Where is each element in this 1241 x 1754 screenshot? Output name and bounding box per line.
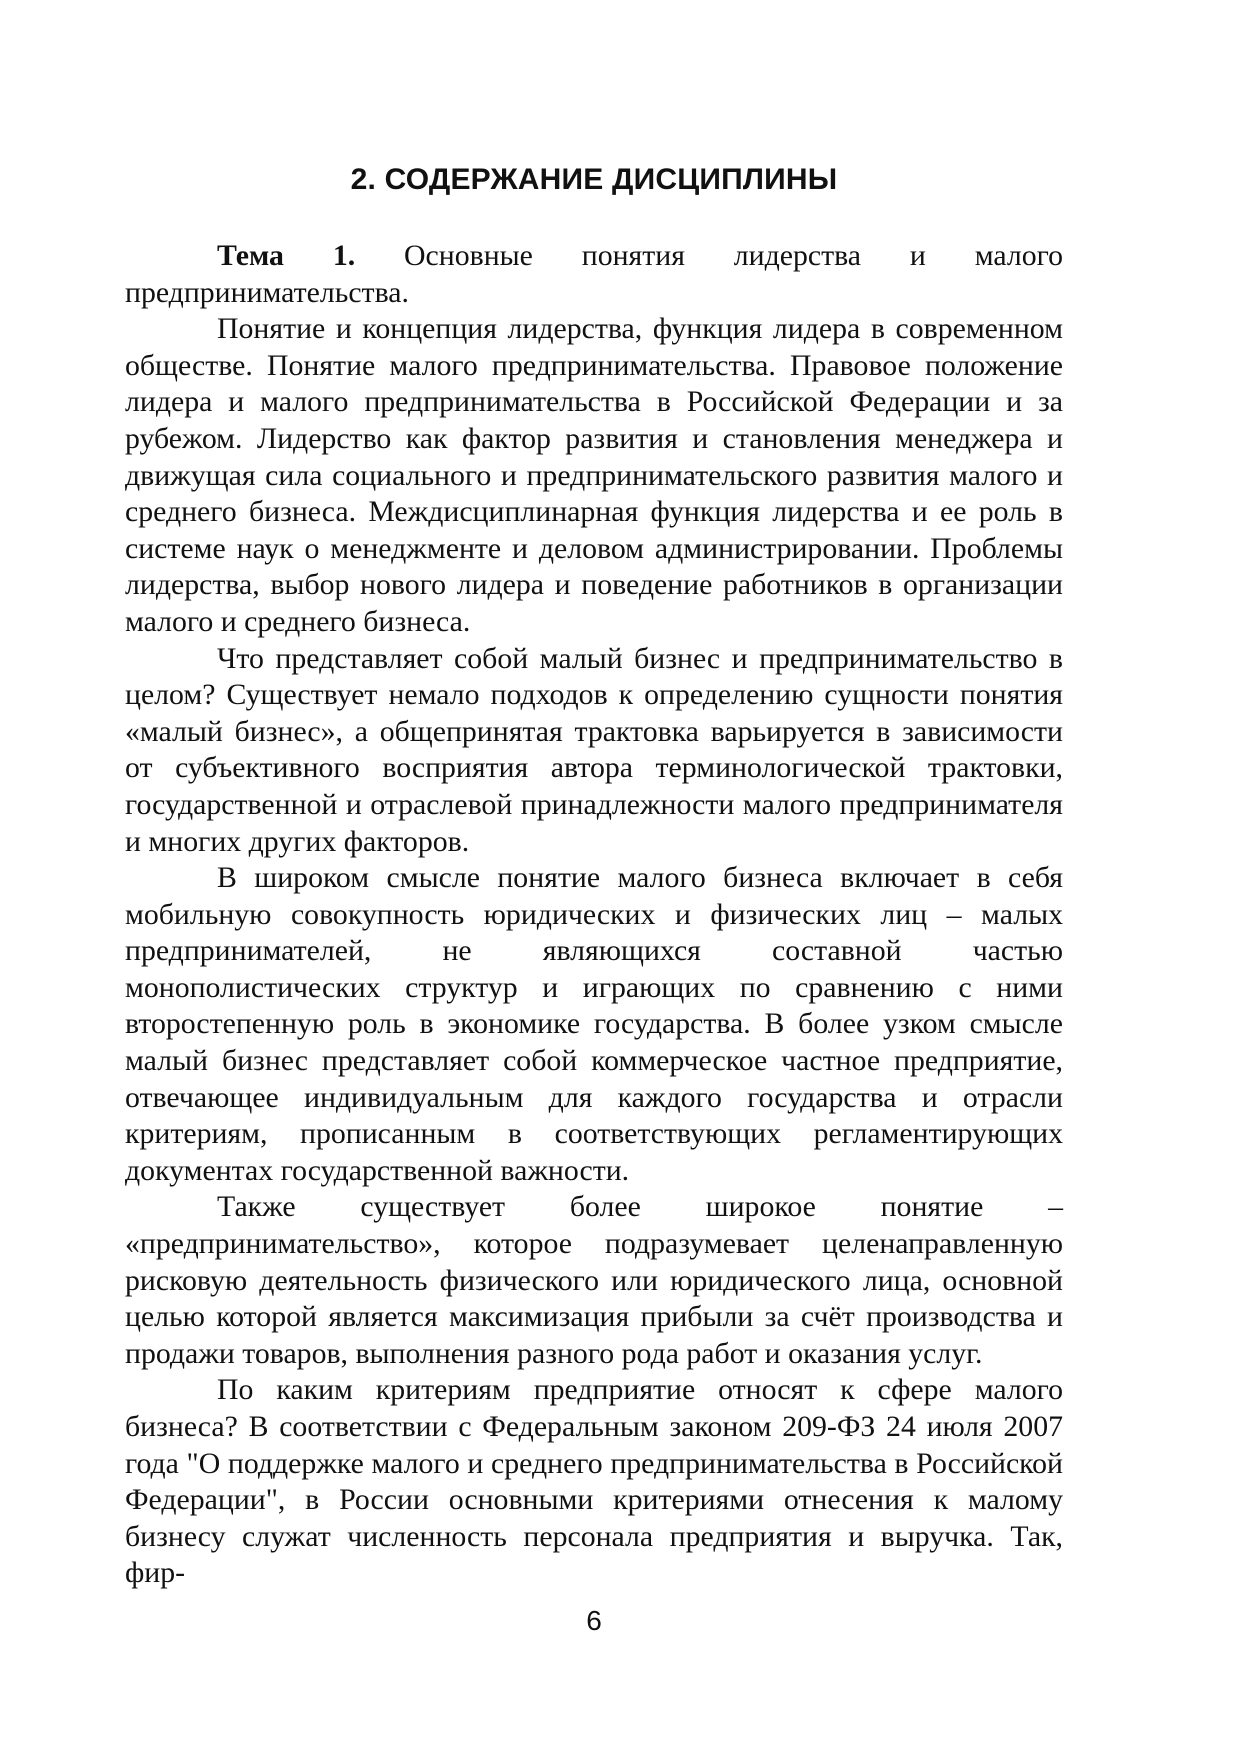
- paragraph-what-is-small-business: Что представляет собой малый бизнес и предпринимательство в целом? Существует немало подходов к определению сущности понятия «малый бизнес», а общепринятая трактовка варьируется в зависимости от субъективного восприятия автора терминологической трактовки, государственной и отраслевой принадлежности малого предпринимателя и многих других факторов.: [125, 641, 1063, 858]
- topic-paragraph: [125, 238, 1063, 311]
- page-number: 6: [586, 1605, 602, 1636]
- paragraph-entrepreneurship: Также существует более широкое понятие – «предпринимательство», которое подразумевает целенаправленную рисковую деятельность физического или юридического лица, основной целью которой является максимизация прибыли за счёт производства и продажи товаров, выполнения разного рода работ и оказания услуг.: [125, 1190, 1063, 1370]
- topic-title: Основные понятия лидерства и малого предпринимательства.: [125, 239, 1063, 309]
- document-page: [125, 0, 1063, 1754]
- section-heading: 2. СОДЕРЖАНИЕ ДИСЦИПЛИНЫ: [350, 163, 838, 196]
- paragraph-broad-sense: В широком смысле понятие малого бизнеса включает в себя мобильную совокупность юридических и физических лиц – малых предпринимателей, не являющихся составной частью монополистических структур и играющих по сравнению с ними второстепенную роль в экономике государства. В более узком смысле малый бизнес представляет собой коммерческое частное предприятие, отвечающее индивидуальным для каждого государства и отрасли критериям, прописанным в соответствующих регламентирующих документах государственной важности.: [125, 861, 1063, 1187]
- body-text: [125, 238, 1063, 1592]
- paragraph-concept: Понятие и концепция лидерства, функция лидера в современном обществе. Понятие малого предпринимательства. Правовое положение лидера и малого предпринимательства в Российской Федерации и за рубежом. Лидерство как фактор развития и становления менеджера и движущая сила социального и предпринимательского развития малого и среднего бизнеса. Междисциплинарная функция лидерства и ее роль в системе наук о менеджменте и деловом администрировании. Проблемы лидерства, выбор нового лидера и поведение работников в организации малого и среднего бизнеса.: [125, 312, 1063, 638]
- paragraph-criteria: По каким критериям предприятие относят к сфере малого бизнеса? В соответствии с Федеральным законом 209-ФЗ 24 июля 2007 года "О поддержке малого и среднего предпринимательства в Российской Федерации", в России основными критериями отнесения к малому бизнесу служат численность персонала предприятия и выручка. Так, фир-: [125, 1373, 1063, 1590]
- topic-label: Тема 1.: [217, 239, 356, 272]
